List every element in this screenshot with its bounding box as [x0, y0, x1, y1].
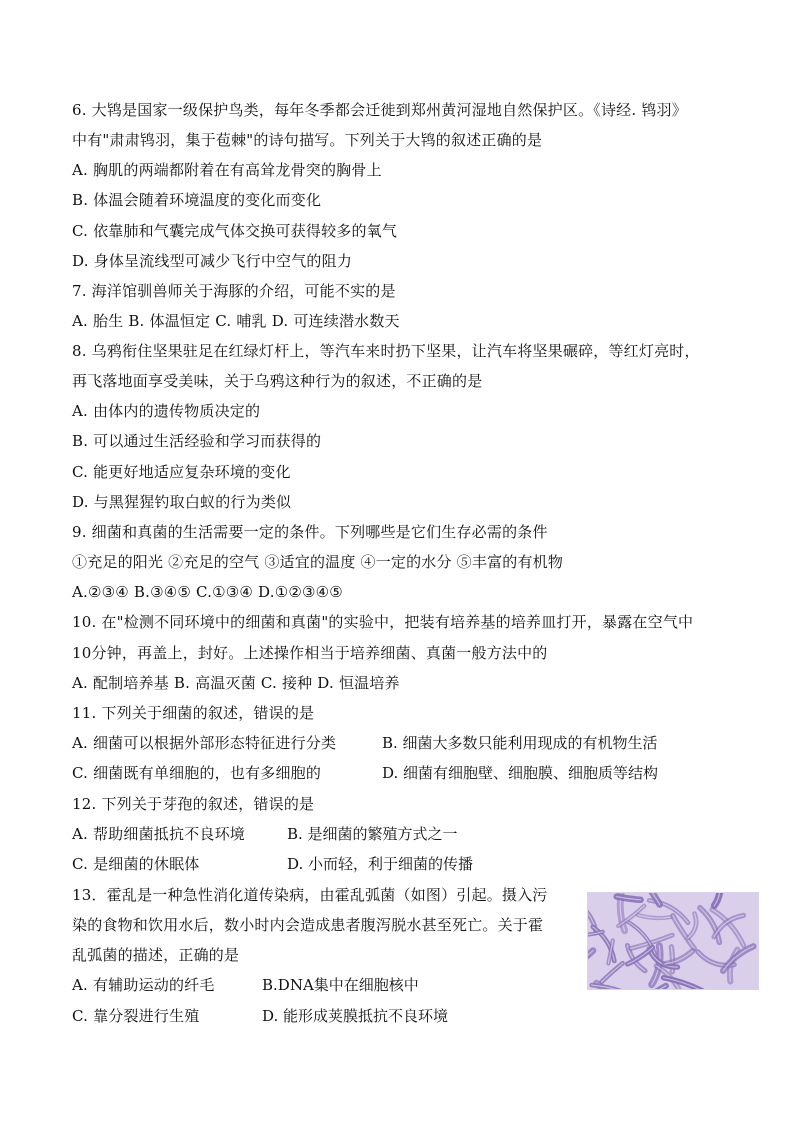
q9-items: ①充足的阳光 ②充足的空气 ③适宜的温度 ④一定的水分 ⑤丰富的有机物 — [72, 553, 564, 571]
q13-option-b: B.DNA集中在细胞核中 — [262, 976, 419, 994]
q13-stem-line3: 乱弧菌的描述，正确的是 — [72, 946, 240, 964]
q7-options: A. 胎生 B. 体温恒定 C. 哺乳 D. 可连续潜水数天 — [72, 312, 400, 330]
q6-option-c: C. 依靠肺和气囊完成气体交换可获得较多的氧气 — [72, 222, 398, 240]
q11-option-d: D. 细菌有细胞壁、细胞膜、细胞质等结构 — [382, 764, 659, 782]
q12-option-b: B. 是细菌的繁殖方式之一 — [287, 825, 458, 843]
q13-option-c: C. 靠分裂进行生殖 — [72, 1007, 200, 1025]
q6-stem-line1: 6. 大鸨是国家一级保护鸟类，每年冬季都会迁徙到郑州黄河湿地自然保护区。《诗经. 鸨羽》 — [72, 101, 687, 119]
q13-stem-line1: 13．霍乱是一种急性消化道传染病，由霍乱弧菌（如图）引起。摄入污 — [72, 886, 548, 904]
q7-stem: 7. 海洋馆驯兽师关于海豚的介绍，可能不实的是 — [72, 282, 396, 300]
vibrio-cholerae-illustration — [588, 893, 758, 989]
q12-option-d: D. 小而轻，利于细菌的传播 — [287, 855, 474, 873]
q12-stem: 12. 下列关于芽孢的叙述，错误的是 — [72, 795, 315, 813]
q10-stem-line2: 10分钟，再盖上，封好。上述操作相当于培养细菌、真菌一般方法中的 — [72, 644, 548, 662]
q9-stem: 9. 细菌和真菌的生活需要一定的条件。下列哪些是它们生存必需的条件 — [72, 523, 548, 541]
q8-stem-line2: 再飞落地面享受美味，关于乌鸦这种行为的叙述，不正确的是 — [72, 372, 483, 390]
q12-option-a: A. 帮助细菌抵抗不良环境 — [72, 825, 245, 843]
q8-option-d: D. 与黑猩猩钓取白蚁的行为类似 — [72, 493, 292, 511]
q9-options: A.②③④ B.③④⑤ C.①③④ D.①②③④⑤ — [72, 583, 343, 601]
q6-option-b: B. 体温会随着环境温度的变化而变化 — [72, 191, 322, 209]
q6-option-d: D. 身体呈流线型可减少飞行中空气的阻力 — [72, 252, 353, 270]
vibrio-cholerae-image — [587, 892, 759, 990]
q8-option-b: B. 可以通过生活经验和学习而获得的 — [72, 432, 322, 450]
q13-stem-line2: 染的食物和饮用水后，数小时内会造成患者腹泻脱水甚至死亡。关于霍 — [72, 916, 544, 934]
q13-option-a: A. 有辅助运动的纤毛 — [72, 976, 215, 994]
q11-option-a: A. 细菌可以根据外部形态特征进行分类 — [72, 734, 337, 752]
q10-stem-line1: 10. 在"检测不同环境中的细菌和真菌"的实验中，把装有培养基的培养皿打开，暴露在空气中 — [72, 613, 694, 631]
q13-option-d: D. 能形成荚膜抵抗不良环境 — [262, 1007, 449, 1025]
q11-stem: 11. 下列关于细菌的叙述，错误的是 — [72, 704, 315, 722]
q6-option-a: A. 胸肌的两端都附着在有高耸龙骨突的胸骨上 — [72, 161, 382, 179]
q12-option-c: C. 是细菌的休眠体 — [72, 855, 200, 873]
q8-option-c: C. 能更好地适应复杂环境的变化 — [72, 463, 291, 481]
q6-stem-line2: 中有"肃肃鸨羽，集于苞棘"的诗句描写。下列关于大鸨的叙述正确的是 — [72, 131, 543, 149]
q8-option-a: A. 由体内的遗传物质决定的 — [72, 402, 261, 420]
q8-stem-line1: 8. 乌鸦衔住坚果驻足在红绿灯杆上，等汽车来时扔下坚果，让汽车将坚果碾碎，等红灯亮时， — [72, 342, 700, 360]
q10-options: A. 配制培养基 B. 高温灭菌 C. 接种 D. 恒温培养 — [72, 674, 400, 692]
q11-option-b: B. 细菌大多数只能利用现成的有机物生活 — [382, 734, 658, 752]
q11-option-c: C. 细菌既有单细胞的，也有多细胞的 — [72, 764, 322, 782]
